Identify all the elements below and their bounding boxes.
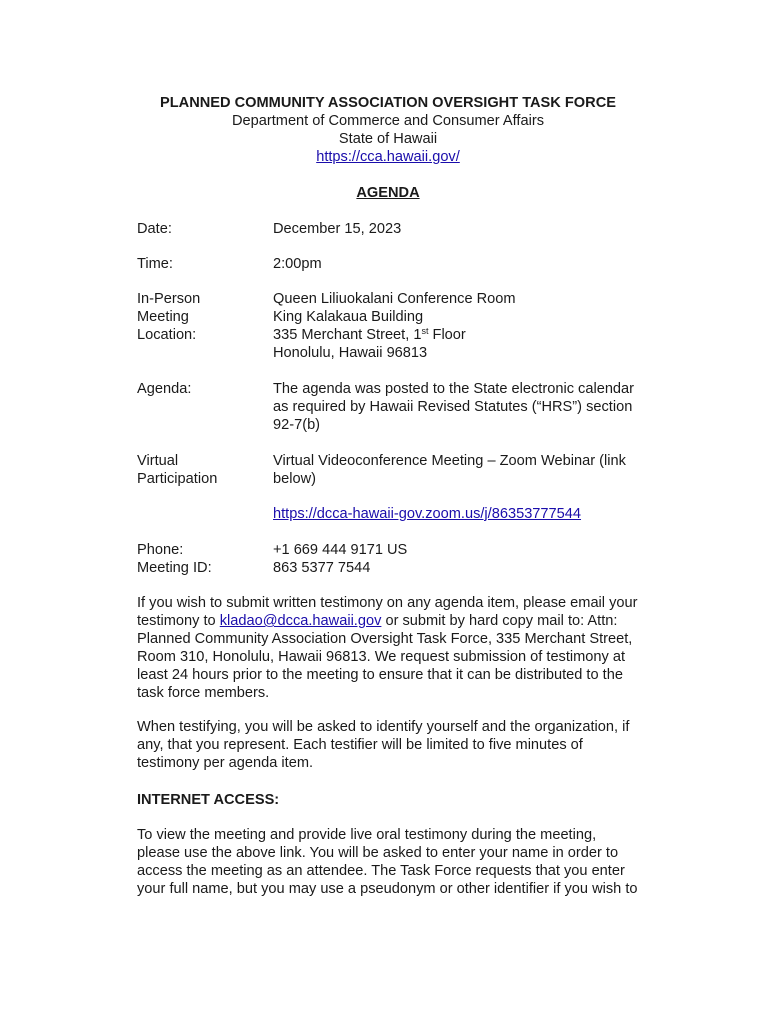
internet-access-paragraph bbox=[137, 826, 667, 898]
state-name: State of Hawaii bbox=[338, 131, 438, 147]
location-label bbox=[137, 290, 267, 344]
paragraph-text: or submit by hard copy mail to: Attn: bbox=[381, 613, 618, 629]
virtual-value-line: below) bbox=[273, 471, 316, 487]
zoom-link-wrap bbox=[273, 505, 661, 523]
meeting-id-value: 863 5377 7544 bbox=[273, 560, 371, 576]
date-label: Date: bbox=[137, 221, 172, 237]
email-link[interactable]: kladao@dcca.hawaii.gov bbox=[219, 613, 382, 629]
phone-labels bbox=[137, 541, 267, 577]
agenda-value-line: The agenda was posted to the State electronic calendar bbox=[273, 381, 635, 397]
location-city: Honolulu, Hawaii 96813 bbox=[273, 345, 428, 361]
virtual-value bbox=[273, 452, 661, 488]
date-value: December 15, 2023 bbox=[273, 221, 402, 237]
agenda-value-line: as required by Hawaii Revised Statutes (“HRS”) section bbox=[273, 399, 633, 415]
paragraph-line: access the meeting as an attendee. The Task Force requests that you enter bbox=[137, 863, 625, 879]
document-title: PLANNED COMMUNITY ASSOCIATION OVERSIGHT TASK FORCE bbox=[160, 95, 616, 111]
paragraph-line: When testifying, you will be asked to identify yourself and the organization, if bbox=[137, 719, 630, 735]
agenda-value-line: 92-7(b) bbox=[273, 417, 321, 433]
agenda-label: Agenda: bbox=[137, 381, 192, 397]
paragraph-line: If you wish to submit written testimony on any agenda item, please email your bbox=[137, 595, 638, 611]
location-label-line: Meeting bbox=[137, 309, 189, 325]
paragraph-line: To view the meeting and provide live oral testimony during the meeting, bbox=[137, 827, 597, 843]
paragraph-line: task force members. bbox=[137, 685, 270, 701]
agency-url-wrap bbox=[0, 148, 770, 166]
paragraph-line: please use the above link. You will be asked to enter your name in order to bbox=[137, 845, 619, 861]
location-street-text: 335 Merchant Street, 1 bbox=[273, 327, 422, 343]
agenda-value bbox=[273, 380, 661, 434]
virtual-label-line: Participation bbox=[137, 471, 218, 487]
paragraph-line: any, that you represent. Each testifier will be limited to five minutes of bbox=[137, 737, 583, 753]
phone-values bbox=[273, 541, 661, 577]
location-street bbox=[273, 326, 661, 344]
time-value: 2:00pm bbox=[273, 256, 322, 272]
location-street-floor: Floor bbox=[428, 327, 466, 343]
location-value bbox=[273, 290, 661, 362]
paragraph-line: Room 310, Honolulu, Hawaii 96813. We request submission of testimony at bbox=[137, 649, 626, 665]
paragraph-line: testimony per agenda item. bbox=[137, 755, 314, 771]
location-label-line: Location: bbox=[137, 327, 197, 343]
location-room: Queen Liliuokalani Conference Room bbox=[273, 291, 516, 307]
phone-label: Phone: bbox=[137, 542, 184, 558]
department-name: Department of Commerce and Consumer Affairs bbox=[231, 113, 544, 129]
virtual-label-line: Virtual bbox=[137, 453, 179, 469]
internet-access-heading: INTERNET ACCESS: bbox=[137, 792, 280, 808]
agenda-heading: AGENDA bbox=[356, 185, 420, 201]
virtual-value-line: Virtual Videoconference Meeting – Zoom Webinar (link bbox=[273, 453, 626, 469]
paragraph-line: your full name, but you may use a pseudonym or other identifier if you wish to bbox=[137, 881, 638, 897]
paragraph-line: least 24 hours prior to the meeting to ensure that it can be distributed to the bbox=[137, 667, 623, 683]
paragraph-text: testimony to bbox=[137, 613, 220, 629]
phone-value: +1 669 444 9171 US bbox=[273, 542, 408, 558]
meeting-id-label: Meeting ID: bbox=[137, 560, 212, 576]
zoom-link[interactable]: https://dcca-hawaii-gov.zoom.us/j/86353777544 bbox=[273, 506, 582, 522]
location-street-suffix: st bbox=[421, 326, 429, 336]
agency-url-link[interactable]: https://cca.hawaii.gov/ bbox=[316, 149, 460, 165]
testifying-paragraph bbox=[137, 718, 667, 772]
paragraph-line bbox=[137, 612, 667, 630]
testimony-paragraph bbox=[137, 594, 667, 702]
location-building: King Kalakaua Building bbox=[273, 309, 424, 325]
virtual-label bbox=[137, 452, 267, 488]
time-label: Time: bbox=[137, 256, 173, 272]
location-label-line: In-Person bbox=[137, 291, 201, 307]
paragraph-line: Planned Community Association Oversight Task Force, 335 Merchant Street, bbox=[137, 631, 633, 647]
